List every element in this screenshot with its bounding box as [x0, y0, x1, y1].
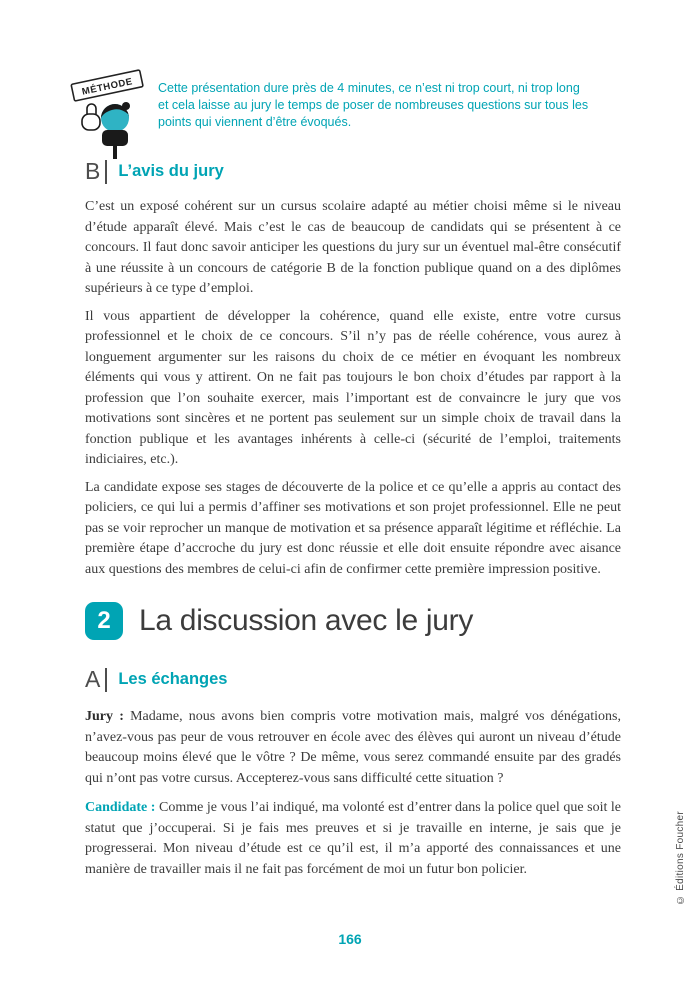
chapter-title: La discussion avec le jury	[139, 604, 474, 637]
dialogue-candidate	[85, 798, 621, 880]
section-divider	[105, 160, 107, 184]
section-letter: B	[85, 158, 101, 184]
dialogue-jury	[85, 707, 621, 789]
methode-badge-icon	[68, 68, 150, 164]
page-number: 166	[338, 931, 362, 947]
methode-note	[68, 68, 590, 164]
section-title: L’avis du jury	[118, 162, 224, 180]
methode-text: Cette présentation dure près de 4 minutes, ce n’est ni trop court, ni trop long et cela laisse au jury le temps de poser de nombreuses questions sur tous les points qui viennent d’être évoqués.	[158, 81, 589, 129]
section-b-heading	[85, 158, 621, 185]
chapter-number-badge: 2	[85, 602, 123, 640]
page-content	[85, 158, 621, 889]
section-title: Les échanges	[118, 670, 228, 688]
section-divider	[105, 668, 107, 692]
section-letter: A	[85, 666, 101, 692]
paragraph: C’est un exposé cohérent sur un cursus scolaire adapté au métier choisi même si le niveau d’étude apparaît élevé. Mais c’est le cas de beaucoup de candidats qui se présentent à ce concours. Il faut donc savoir anticiper les questions du jury sur un éventuel mal-être consécutif à une réussite à un concours de catégorie B de la fonction publique quand on a des diplômes supérieurs à ce type d’emploi.	[85, 199, 621, 296]
dialogue-text: Comme je vous l’ai indiqué, ma volonté est d’entrer dans la police quel que soit le statut que j’occuperai. Si je fais mes preuves et si je travaille en interne, je sais que je progresserai. Mon niveau d’étude est ce qu’il est, il m’a apporté des connaissances et une manière de travailler mais il ne fait pas forcément de moi un futur bon policier.	[85, 800, 622, 877]
dialogue-text: Madame, nous avons bien compris votre motivation mais, malgré vos dénégations, n’avez-vous pas peur de vous retrouver en école avec des élèves qui auront un niveau d’étude beaucoup moins élevé que le vôtre ? De même, vous serez commandé ensuite par des gradés qui n’ont pas votre cursus. Accepterez-vous sans difficulté cette situation ?	[85, 709, 622, 786]
paragraph: La candidate expose ses stages de découverte de la police et ce qu’elle a appris au contact des policiers, ce qui lui a permis d’affiner ses motivations et son projet professionnel. Elle ne peut pas se voir reprocher un manque de motivation et sa présence apparaît légitime et réfléchie. La première étape d’accroche du jury est donc réussie et elle doit ensuite répondre avec aisance aux questions des membres de celui-ci afin de confirmer cette première impression positive.	[85, 479, 621, 577]
chapter-2-heading	[85, 602, 621, 640]
copyright-vertical: © Éditions Foucher	[675, 810, 686, 905]
paragraph: Il vous appartient de développer la cohérence, quand elle existe, entre votre cursus professionnel et le choix de ce concours. S’il n’y pas de réelle cohérence, vous aurez à longuement argumenter sur les raisons du choix de ce métier en évoquant les nombreux éléments qui vous y attirent. On ne fait pas toujours le bon choix d’études par rapport à la profession que l’on souhaite exercer, mais l’important est de convaincre le jury que vos motivations sont sincères et ne portent pas seulement sur un simple choix de travail dans la fonction publique et les avantages inhérents à celle-ci (sécurité de l’emploi, traitements indiciaires, etc.).	[85, 308, 621, 467]
teacher-pointing-icon	[68, 68, 150, 164]
speaker-label-jury: Jury :	[85, 709, 124, 724]
speaker-label-candidate: Candidate :	[85, 800, 156, 815]
methode-badge-label: MÉTHODE	[80, 76, 134, 98]
section-a-heading	[85, 666, 621, 693]
